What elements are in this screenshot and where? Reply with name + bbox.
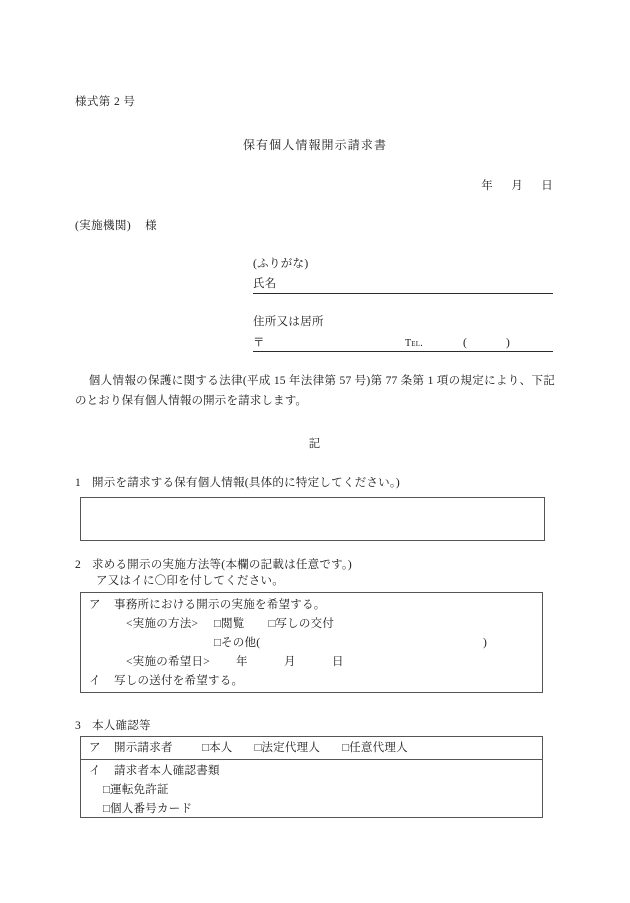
section3-number: 3 bbox=[75, 720, 81, 732]
section1-title: 開示を請求する保有個人情報(具体的に特定してください。) bbox=[92, 477, 400, 489]
checkbox-legal-representative[interactable] bbox=[254, 742, 320, 754]
date-day-label: 日 bbox=[541, 180, 553, 192]
agency-line bbox=[75, 218, 157, 235]
checkbox-icon: □ bbox=[103, 803, 110, 815]
address-label: 住所又は居所 bbox=[253, 316, 324, 329]
name-field[interactable] bbox=[253, 276, 553, 294]
section1-heading bbox=[75, 475, 400, 492]
section2-method-row bbox=[126, 616, 334, 633]
checkbox-icon: □ bbox=[214, 618, 221, 630]
section2-option-i-marker: イ bbox=[89, 675, 101, 687]
checkbox-viewing[interactable] bbox=[214, 618, 244, 630]
section3-row-a bbox=[89, 740, 408, 757]
section2-desired-date-row[interactable] bbox=[126, 654, 344, 671]
section3-row-a-marker: ア bbox=[89, 742, 101, 754]
section3-row-i bbox=[89, 763, 220, 780]
section3-doc1-label: 運転免許証 bbox=[109, 784, 169, 796]
section3-box bbox=[80, 736, 543, 818]
section2-option-a[interactable] bbox=[89, 597, 326, 614]
section1-entry-box[interactable] bbox=[80, 497, 545, 541]
agency-honorific: 様 bbox=[145, 220, 157, 232]
section2-number: 2 bbox=[75, 559, 81, 571]
checkbox-icon: □ bbox=[214, 637, 221, 649]
checkbox-icon: □ bbox=[202, 742, 209, 754]
section3-title: 本人確認等 bbox=[92, 720, 151, 732]
section3-row-i-marker: イ bbox=[89, 765, 101, 777]
section3-row-a-choice1: 本人 bbox=[208, 742, 233, 754]
checkbox-icon: □ bbox=[254, 742, 262, 754]
section2-heading bbox=[75, 557, 352, 574]
section2-desired-date-label: <実施の希望日> bbox=[126, 656, 210, 668]
name-label: 氏名 bbox=[253, 278, 277, 291]
section3-row-i-label: 請求者本人確認書類 bbox=[114, 765, 220, 777]
section3-doc2-label: 個人番号カード bbox=[109, 803, 193, 815]
legal-statement-line2: のとおり保有個人情報の開示を請求します。 bbox=[75, 395, 308, 408]
agency-label: (実施機関) bbox=[75, 220, 132, 232]
legal-statement bbox=[75, 371, 555, 411]
section2-method-label: <実施の方法> bbox=[126, 618, 199, 630]
section2-desired-date-day: 日 bbox=[332, 656, 344, 668]
checkbox-icon: □ bbox=[342, 742, 350, 754]
checkbox-copy-delivery[interactable] bbox=[268, 618, 334, 630]
date-line bbox=[481, 178, 553, 195]
checkbox-drivers-license[interactable] bbox=[103, 782, 169, 799]
checkbox-voluntary-representative[interactable] bbox=[342, 742, 408, 754]
section2-method-other-row[interactable] bbox=[214, 635, 487, 652]
tel-area-open-paren: ( bbox=[463, 336, 467, 349]
section3-row-a-label: 開示請求者 bbox=[114, 742, 173, 754]
section2-option-a-marker: ア bbox=[89, 599, 101, 611]
section3-heading bbox=[75, 718, 151, 735]
applicant-block bbox=[253, 256, 553, 352]
postal-mark-icon: 〒 bbox=[253, 336, 265, 349]
section3-row-a-choice3: 任意代理人 bbox=[349, 742, 408, 754]
section2-desired-date-month: 月 bbox=[284, 656, 296, 668]
furigana-label: (ふりがな) bbox=[253, 258, 309, 270]
section2-desired-date-year: 年 bbox=[236, 656, 248, 668]
section2-box bbox=[80, 592, 543, 693]
ki-marker: 記 bbox=[308, 438, 322, 450]
section2-option-i[interactable] bbox=[89, 673, 243, 690]
section2-method-choice3: その他( bbox=[220, 637, 261, 649]
section3-row-a-choice2: 法定代理人 bbox=[261, 742, 321, 754]
section3-row-divider bbox=[81, 759, 542, 760]
tel-area-close-paren: ) bbox=[506, 336, 510, 349]
section2-title: 求める開示の実施方法等(本欄の記載は任意です。) bbox=[92, 559, 352, 571]
tel-label: Tel. bbox=[405, 337, 423, 349]
section1-number: 1 bbox=[75, 477, 81, 489]
section2-option-a-text: 事務所における開示の実施を希望する。 bbox=[114, 599, 326, 611]
date-month-label: 月 bbox=[511, 180, 523, 192]
document-title: 保有個人情報開示請求書 bbox=[242, 138, 388, 152]
address-field[interactable] bbox=[253, 335, 553, 352]
checkbox-my-number-card[interactable] bbox=[103, 801, 192, 818]
checkbox-icon: □ bbox=[268, 618, 276, 630]
legal-statement-line1: 個人情報の保護に関する法律(平成 15 年法律第 57 号)第 77 条第 1 項の規定により、下記 bbox=[88, 375, 555, 387]
checkbox-icon: □ bbox=[103, 784, 110, 796]
section2-method-choice2: 写しの交付 bbox=[275, 618, 335, 630]
checkbox-self[interactable] bbox=[202, 742, 232, 754]
section2-method-choice3-close: ) bbox=[482, 637, 488, 649]
section2-option-i-text: 写しの送付を希望する。 bbox=[114, 675, 244, 687]
date-year-label: 年 bbox=[481, 180, 493, 192]
section2-instruction: ア又はイに〇印を付してください。 bbox=[96, 575, 284, 587]
form-number: 様式第 2 号 bbox=[75, 96, 136, 108]
section2-method-choice1: 閲覧 bbox=[220, 618, 245, 630]
